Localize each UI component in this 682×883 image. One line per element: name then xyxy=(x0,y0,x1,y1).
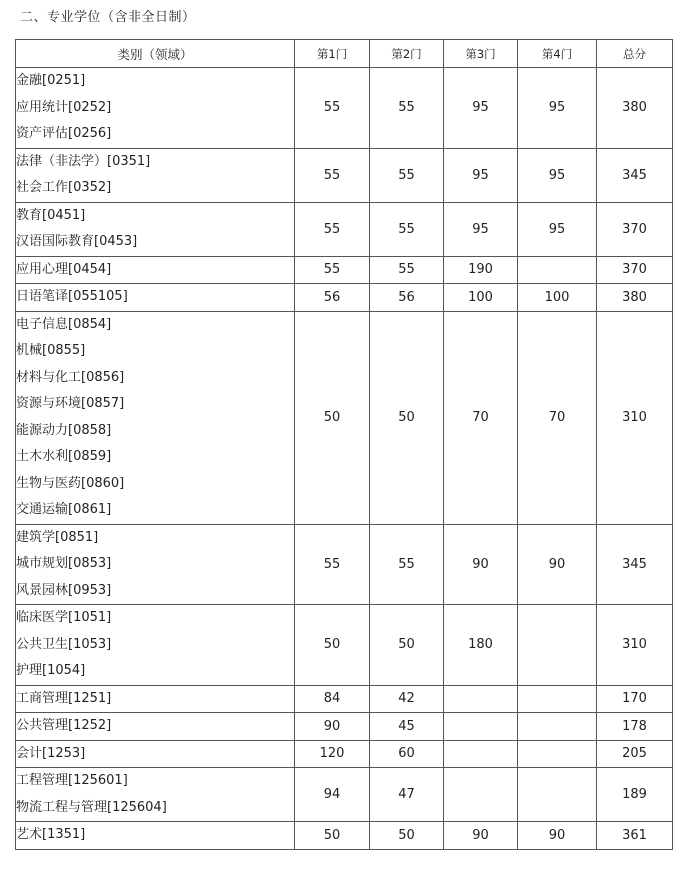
header-total: 总分 xyxy=(597,40,673,68)
cell-subject-1: 50 xyxy=(295,311,370,524)
cell-subject-4 xyxy=(518,685,597,713)
page-title: 二、专业学位（含非全日制） xyxy=(20,10,196,25)
category-cell xyxy=(16,740,295,768)
category-label: 公共卫生[1053] xyxy=(16,636,112,652)
header-subject-4: 第4门 xyxy=(518,40,597,68)
cell-subject-2: 56 xyxy=(370,284,444,312)
cell-total: 170 xyxy=(597,685,673,713)
table-row xyxy=(16,740,673,768)
category-label: 生物与医药[0860] xyxy=(16,475,125,491)
cell-subject-2: 55 xyxy=(370,68,444,149)
cell-subject-3 xyxy=(444,685,518,713)
category-label: 城市规划[0853] xyxy=(16,556,112,571)
cell-subject-2: 55 xyxy=(370,256,444,284)
cell-subject-3: 190 xyxy=(444,256,518,284)
cell-subject-3: 180 xyxy=(444,605,518,686)
table-row xyxy=(16,256,673,284)
cell-subject-1: 56 xyxy=(295,284,370,312)
table-row xyxy=(16,68,673,149)
category-label: 资源与环境[0857] xyxy=(16,396,125,411)
cell-subject-4 xyxy=(518,740,597,768)
cell-subject-4: 95 xyxy=(518,202,597,256)
cell-subject-3: 90 xyxy=(444,822,518,850)
cell-subject-1: 84 xyxy=(295,685,370,713)
table-row xyxy=(16,284,673,312)
cell-subject-4: 95 xyxy=(518,148,597,202)
category-cell xyxy=(16,311,295,524)
category-label: 物流工程与管理[125604] xyxy=(16,799,167,815)
cell-subject-1: 50 xyxy=(295,605,370,686)
category-label: 金融[0251] xyxy=(16,73,86,88)
cell-total: 189 xyxy=(597,768,673,822)
category-cell xyxy=(16,605,295,686)
cell-subject-3: 95 xyxy=(444,68,518,149)
cell-subject-3 xyxy=(444,740,518,768)
cell-total: 380 xyxy=(597,284,673,312)
cell-subject-3: 100 xyxy=(444,284,518,312)
cell-subject-4: 90 xyxy=(518,524,597,605)
category-label: 风景园林[0953] xyxy=(16,582,112,598)
cell-total: 310 xyxy=(597,605,673,686)
table-header xyxy=(16,40,673,68)
cell-subject-2: 50 xyxy=(370,605,444,686)
table-row xyxy=(16,524,673,605)
cell-subject-2: 50 xyxy=(370,311,444,524)
category-cell xyxy=(16,148,295,202)
table-row xyxy=(16,605,673,686)
cell-subject-2: 42 xyxy=(370,685,444,713)
category-cell xyxy=(16,202,295,256)
category-label: 机械[0855] xyxy=(16,343,86,358)
cell-subject-1: 50 xyxy=(295,822,370,850)
cell-total: 380 xyxy=(597,68,673,149)
category-cell xyxy=(16,822,295,850)
cell-total: 205 xyxy=(597,740,673,768)
category-label: 交通运输[0861] xyxy=(16,502,112,517)
category-label: 资产评估[0256] xyxy=(16,126,112,141)
cell-subject-2: 55 xyxy=(370,148,444,202)
category-cell xyxy=(16,68,295,149)
cell-subject-4 xyxy=(518,713,597,741)
cell-total: 361 xyxy=(597,822,673,850)
cell-total: 370 xyxy=(597,202,673,256)
table-row xyxy=(16,202,673,256)
cell-subject-1: 120 xyxy=(295,740,370,768)
cell-subject-3: 90 xyxy=(444,524,518,605)
table-body xyxy=(16,68,673,850)
category-label: 材料与化工[0856] xyxy=(16,369,125,385)
category-label: 应用心理[0454] xyxy=(16,261,112,277)
category-label: 公共管理[1252] xyxy=(16,718,112,733)
category-label: 会计[1253] xyxy=(16,745,86,761)
category-cell xyxy=(16,256,295,284)
category-label: 工程管理[125601] xyxy=(16,773,128,788)
cell-total: 345 xyxy=(597,524,673,605)
category-label: 法律（非法学）[0351] xyxy=(16,153,151,169)
category-label: 临床医学[1051] xyxy=(16,610,112,625)
category-cell xyxy=(16,768,295,822)
table-row xyxy=(16,311,673,524)
cell-subject-3: 95 xyxy=(444,148,518,202)
cell-subject-1: 55 xyxy=(295,68,370,149)
category-label: 工商管理[1251] xyxy=(16,690,112,706)
cell-subject-4: 95 xyxy=(518,68,597,149)
cell-subject-3: 95 xyxy=(444,202,518,256)
header-subject-1: 第1门 xyxy=(295,40,370,68)
category-label: 社会工作[0352] xyxy=(16,180,112,195)
cell-subject-2: 60 xyxy=(370,740,444,768)
header-subject-2: 第2门 xyxy=(370,40,444,68)
category-cell xyxy=(16,685,295,713)
cell-subject-1: 55 xyxy=(295,148,370,202)
table-row xyxy=(16,768,673,822)
category-label: 护理[1054] xyxy=(16,663,86,678)
cell-subject-4 xyxy=(518,768,597,822)
cell-subject-4 xyxy=(518,256,597,284)
cell-total: 345 xyxy=(597,148,673,202)
category-label: 教育[0451] xyxy=(16,207,86,223)
table-row xyxy=(16,685,673,713)
category-label: 建筑学[0851] xyxy=(16,529,99,545)
cell-subject-1: 94 xyxy=(295,768,370,822)
header-subject-3: 第3门 xyxy=(444,40,518,68)
category-label: 汉语国际教育[0453] xyxy=(16,234,138,249)
category-label: 土木水利[0859] xyxy=(16,449,112,464)
category-label: 应用统计[0252] xyxy=(16,99,112,115)
cell-subject-1: 55 xyxy=(295,256,370,284)
header-category: 类别（领域） xyxy=(16,40,295,68)
cell-subject-2: 55 xyxy=(370,524,444,605)
cell-subject-4 xyxy=(518,605,597,686)
category-label: 能源动力[0858] xyxy=(16,422,112,438)
category-label: 电子信息[0854] xyxy=(16,316,112,332)
header-row xyxy=(16,40,673,68)
cell-subject-1: 90 xyxy=(295,713,370,741)
table-row xyxy=(16,148,673,202)
cell-subject-3 xyxy=(444,768,518,822)
category-cell xyxy=(16,524,295,605)
cell-subject-4: 100 xyxy=(518,284,597,312)
cell-subject-2: 55 xyxy=(370,202,444,256)
cell-subject-1: 55 xyxy=(295,202,370,256)
category-label: 日语笔译[055105] xyxy=(16,289,128,304)
cell-subject-4: 90 xyxy=(518,822,597,850)
cell-subject-3 xyxy=(444,713,518,741)
cell-total: 178 xyxy=(597,713,673,741)
category-cell xyxy=(16,284,295,312)
category-cell xyxy=(16,713,295,741)
cell-subject-2: 50 xyxy=(370,822,444,850)
cell-subject-2: 45 xyxy=(370,713,444,741)
table-row xyxy=(16,822,673,850)
cell-subject-4: 70 xyxy=(518,311,597,524)
category-label: 艺术[1351] xyxy=(16,827,86,842)
cell-subject-3: 70 xyxy=(444,311,518,524)
cell-subject-2: 47 xyxy=(370,768,444,822)
cell-subject-1: 55 xyxy=(295,524,370,605)
score-table xyxy=(15,39,673,850)
cell-total: 310 xyxy=(597,311,673,524)
table-row xyxy=(16,713,673,741)
cell-total: 370 xyxy=(597,256,673,284)
